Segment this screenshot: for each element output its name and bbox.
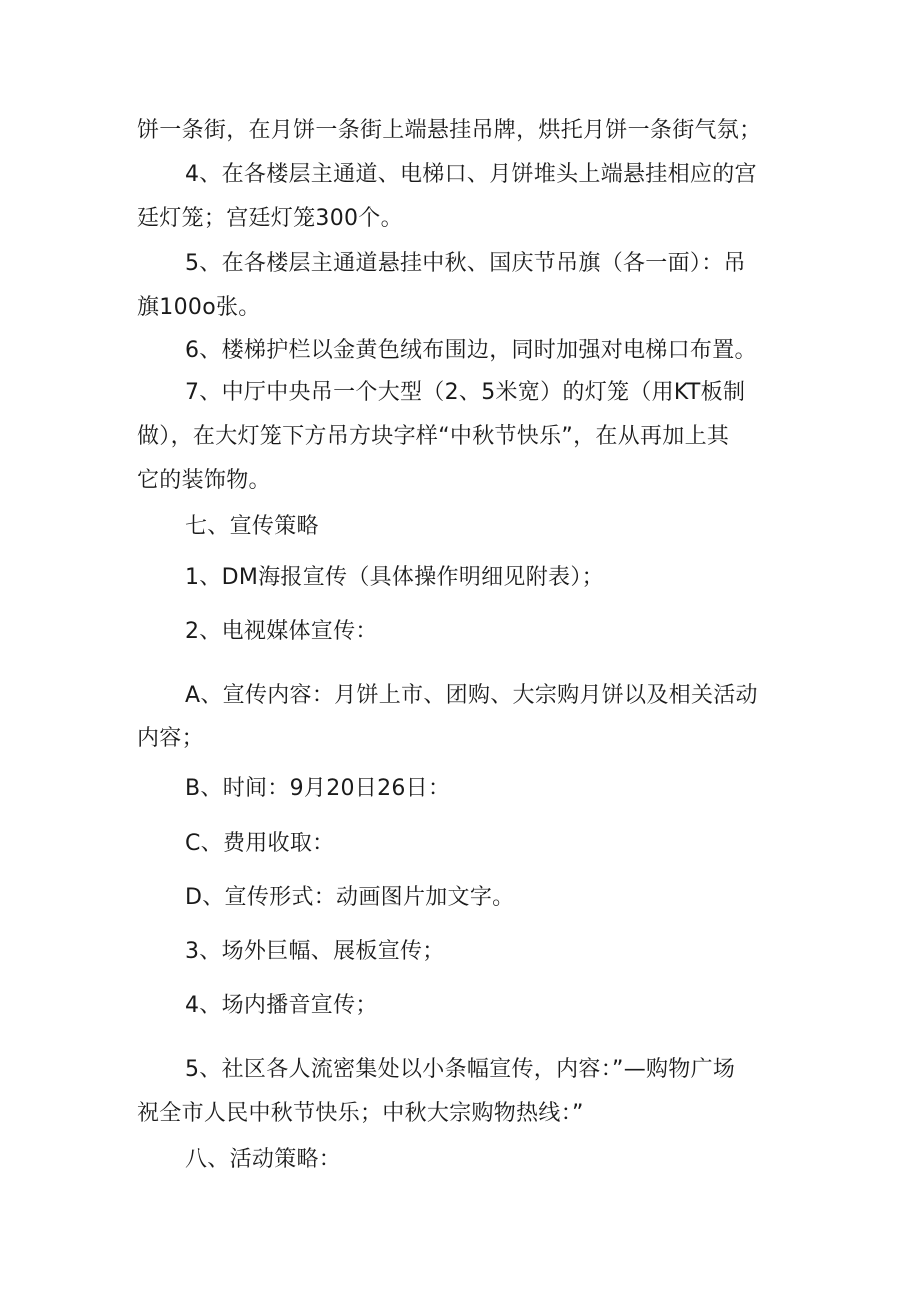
paragraph-line: 3、场外巨幅、展板宣传； [185,939,445,964]
paragraph-line: 做），在大灯笼下方吊方块字样“中秋节快乐”，在从再加上其 [137,424,730,449]
paragraph-line: 5、社区各人流密集处以小条幅宣传，内容：”—购物广场 [185,1057,736,1082]
paragraph-line: 4、场内播音宣传； [185,993,378,1018]
paragraph-line: 4、在各楼层主通道、电梯口、月饼堆头上端悬挂相应的宫 [185,162,757,187]
paragraph-line: 5、在各楼层主通道悬挂中秋、国庆节吊旗（各一面）：吊 [185,251,746,276]
paragraph-line: 廷灯笼；宫廷灯笼300个。 [137,206,403,231]
paragraph-line: D、宣传形式：动画图片加文字。 [185,885,515,910]
paragraph-line: 它的装饰物。 [137,468,271,493]
paragraph-line: 2、电视媒体宣传： [185,619,378,644]
paragraph-line: B、时间：9月20日26日： [185,776,451,801]
paragraph-line: 1、DM海报宣传（具体操作明细见附表）； [185,565,604,590]
section-heading: 七、宣传策略 [185,514,319,539]
paragraph-line: A、宣传内容：月饼上市、团购、大宗购月饼以及相关活动 [185,683,758,708]
paragraph-line: 饼一条街，在月饼一条街上端悬挂吊牌，烘托月饼一条街气氛； [137,118,762,143]
paragraph-line: 旗100o张。 [137,295,261,320]
paragraph-line: 内容； [137,726,204,751]
paragraph-line: 祝全市人民中秋节快乐；中秋大宗购物热线：” [137,1101,584,1126]
section-heading: 八、活动策略： [185,1147,342,1172]
paragraph-line: C、费用收取： [185,831,335,856]
paragraph-line: 7、中厅中央吊一个大型（2、5米宽）的灯笼（用KT板制 [185,380,746,405]
paragraph-line: 6、楼梯护栏以金黄色绒布围边，同时加强对电梯口布置。 [185,338,757,363]
